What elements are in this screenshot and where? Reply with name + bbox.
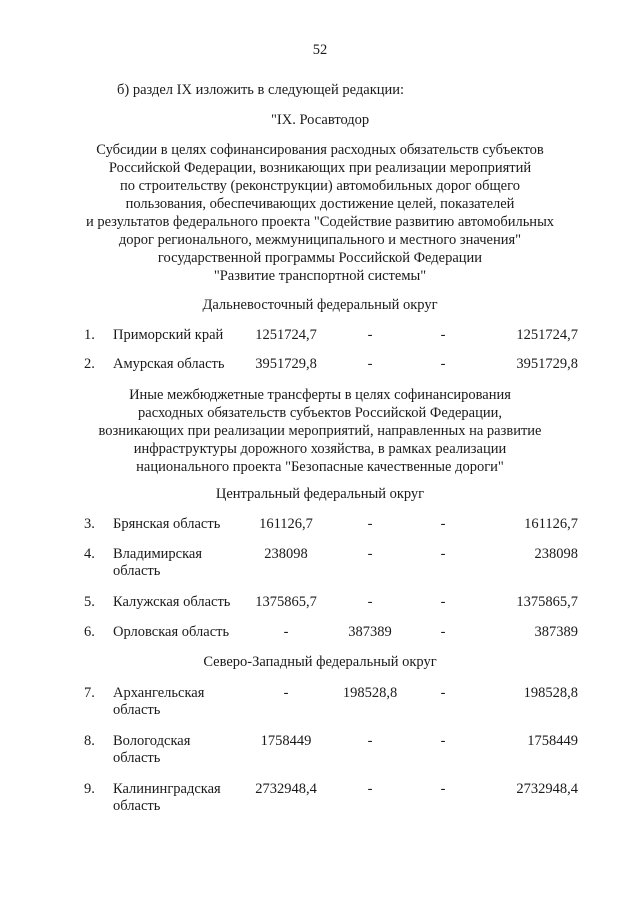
- value-total: 238098: [534, 546, 578, 562]
- value-col-2: 198528,8: [342, 685, 398, 701]
- value-col-2: 387389: [348, 624, 392, 640]
- value-col-2: -: [367, 594, 373, 610]
- value-col-3: -: [440, 546, 446, 562]
- row-number: 6.: [84, 624, 95, 640]
- value-col-3: -: [440, 356, 446, 372]
- value-col-2: -: [367, 733, 373, 749]
- heading-line: "Развитие транспортной системы": [213, 268, 427, 284]
- heading-line: по строительству (реконструкции) автомобильных дорог общего: [120, 178, 520, 194]
- value-col-3: -: [440, 685, 446, 701]
- intro-text: б) раздел IX изложить в следующей редакции:: [117, 82, 405, 98]
- value-col-3: -: [440, 733, 446, 749]
- region-name-line: область: [113, 702, 161, 718]
- heading-line: государственной программы Российской Федерации: [157, 250, 483, 266]
- value-total: 387389: [534, 624, 578, 640]
- value-total: 1758449: [527, 733, 578, 749]
- region-name: [113, 546, 202, 580]
- value-col-3: -: [440, 516, 446, 532]
- heading-line: и результатов федерального проекта "Содействие развитию автомобильных: [85, 214, 555, 230]
- transfers-heading: [0, 386, 640, 476]
- region-name: Приморский край: [113, 327, 224, 343]
- region-name: Орловская область: [113, 624, 230, 640]
- value-total: 198528,8: [523, 685, 578, 701]
- value-total: 2732948,4: [516, 781, 578, 797]
- value-col-3: -: [440, 624, 446, 640]
- value-col-1: 1375865,7: [255, 594, 317, 610]
- heading-line: дорог регионального, межмуниципального и местного значения": [118, 232, 522, 248]
- region-name-line: Вологодская: [113, 733, 191, 749]
- value-col-1: 1758449: [260, 733, 312, 749]
- region-name-line: область: [113, 798, 161, 814]
- row-number: 5.: [84, 594, 95, 610]
- region-name: Амурская область: [113, 356, 225, 372]
- row-number: 4.: [84, 546, 95, 562]
- value-total: 3951729,8: [516, 356, 578, 372]
- value-col-1: -: [283, 685, 289, 701]
- region-name: [113, 781, 221, 815]
- row-number: 7.: [84, 685, 95, 701]
- value-col-1: 1251724,7: [255, 327, 317, 343]
- value-col-1: 161126,7: [259, 516, 313, 532]
- heading-line: Иные межбюджетные трансферты в целях софинансирования: [129, 387, 511, 403]
- value-total: 1251724,7: [516, 327, 578, 343]
- value-col-1: 2732948,4: [255, 781, 317, 797]
- value-col-1: 3951729,8: [255, 356, 317, 372]
- region-name: Калужская область: [113, 594, 231, 610]
- value-col-2: -: [367, 327, 373, 343]
- district-heading-northwest: Северо-Западный федеральный округ: [203, 654, 437, 670]
- heading-line: Российской Федерации, возникающих при реализации мероприятий: [108, 160, 532, 176]
- heading-line: национального проекта "Безопасные качественные дороги": [136, 459, 504, 475]
- row-number: 9.: [84, 781, 95, 797]
- row-number: 3.: [84, 516, 95, 532]
- page-number: 52: [312, 42, 328, 58]
- region-name-line: область: [113, 750, 161, 766]
- heading-line: Субсидии в целях софинансирования расходных обязательств субъектов: [96, 142, 544, 158]
- subsidy-heading: [0, 141, 640, 285]
- value-total: 1375865,7: [516, 594, 578, 610]
- value-col-1: 238098: [264, 546, 308, 562]
- table-row: [0, 546, 640, 586]
- value-col-2: -: [367, 781, 373, 797]
- heading-line: инфраструктуры дорожного хозяйства, в рамках реализации: [133, 441, 507, 457]
- value-col-3: -: [440, 781, 446, 797]
- row-number: 2.: [84, 356, 95, 372]
- region-name-line: Архангельская: [113, 685, 205, 701]
- value-col-2: -: [367, 546, 373, 562]
- row-number: 1.: [84, 327, 95, 343]
- row-number: 8.: [84, 733, 95, 749]
- value-col-3: -: [440, 594, 446, 610]
- region-name-line: область: [113, 563, 161, 579]
- region-name-line: Калининградская: [113, 781, 221, 797]
- value-col-2: -: [367, 516, 373, 532]
- table-row: [0, 733, 640, 773]
- value-col-2: -: [367, 356, 373, 372]
- region-name: [113, 685, 204, 719]
- heading-line: расходных обязательств субъектов Российской Федерации,: [138, 405, 502, 421]
- region-name-line: Владимирская: [113, 546, 203, 562]
- value-col-3: -: [440, 327, 446, 343]
- value-col-1: -: [283, 624, 289, 640]
- district-heading-far-east: Дальневосточный федеральный округ: [202, 297, 438, 313]
- region-name: [113, 733, 190, 767]
- table-row: [0, 781, 640, 821]
- table-row: [0, 685, 640, 725]
- region-name: Брянская область: [113, 516, 221, 532]
- heading-line: возникающих при реализации мероприятий, направленных на развитие: [98, 423, 542, 439]
- value-total: 161126,7: [524, 516, 578, 532]
- district-heading-central: Центральный федеральный округ: [215, 486, 425, 502]
- section-title: "IX. Росавтодор: [271, 112, 370, 128]
- heading-line: пользования, обеспечивающих достижение целей, показателей: [125, 196, 515, 212]
